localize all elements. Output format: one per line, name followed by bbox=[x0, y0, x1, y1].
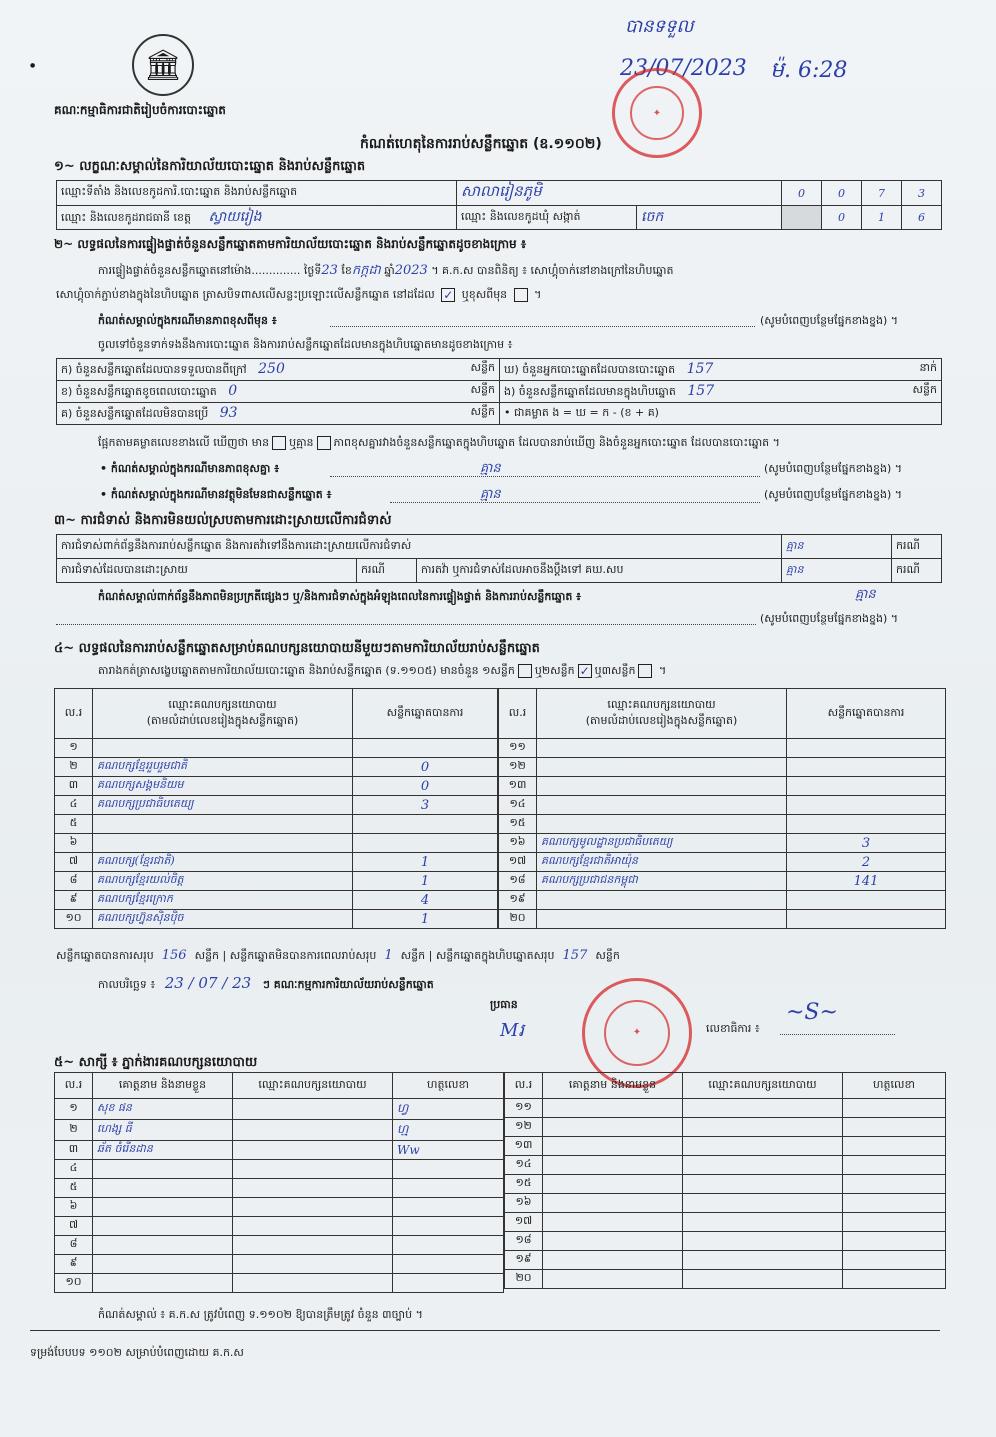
witness-party bbox=[233, 1236, 393, 1255]
left-witness-body bbox=[55, 1099, 504, 1293]
secretary-label: លេខាធិការ ៖ bbox=[706, 1022, 760, 1035]
right-results-body bbox=[499, 739, 946, 929]
party-votes: 2 bbox=[787, 853, 946, 872]
objection-note-value: គ្មាន bbox=[855, 587, 876, 602]
commune-label: ឈ្មោះ និងលេខកូដឃុំ សង្កាត់ bbox=[457, 206, 637, 230]
objection-row2-unit: ករណី bbox=[357, 559, 417, 583]
table-row bbox=[55, 834, 498, 853]
table-row bbox=[499, 815, 946, 834]
seal-check-line: សោហ្គុំចាក់ភ្ជាប់ខាងក្នុងនៃហិបឆ្នោត ត្រាសបិទពាសលើសន្លះប្រឡោះលើសន្លឹកឆ្នោត នៅដដែល ✓ ឬខុសពីមុន ។ bbox=[56, 288, 542, 302]
witness-signature bbox=[843, 1175, 946, 1194]
count-c-value: 93 bbox=[219, 404, 238, 421]
witness-party bbox=[683, 1194, 843, 1213]
count-a-value: 250 bbox=[258, 360, 285, 377]
table-row bbox=[505, 1118, 946, 1137]
note1-value: គ្មាន bbox=[480, 461, 501, 476]
check-time-line: ការផ្ទៀងផ្ទាត់ចំនួនសន្លឹកឆ្នោតនៅម៉ោង.............. ថ្ងៃទី23 ខែកក្កដា ឆ្នាំ2023 ។ គ.ក.ស បានពិនិត្យ ៖ សោហ្គុំចាក់នៅខាងក្រៅនៃហិបឆ្នោត bbox=[98, 263, 674, 278]
table-row bbox=[55, 872, 498, 891]
row-number: ១៣ bbox=[505, 1137, 543, 1156]
table-row bbox=[55, 796, 498, 815]
witness-name bbox=[543, 1099, 683, 1118]
location-label: ឈ្មោះទីតាំង និងលេខកូដការិ.បោះឆ្នោត និងរាប់សន្លឹកឆ្នោត bbox=[57, 181, 457, 206]
witness-signature bbox=[843, 1213, 946, 1232]
note1-line bbox=[330, 476, 760, 477]
party-name: គណបក្ស(ខ្មែរជាតិ) bbox=[93, 853, 353, 872]
row-number: ៥ bbox=[55, 1179, 93, 1198]
location-code-4: 3 bbox=[902, 181, 942, 206]
total-valid: 156 bbox=[161, 948, 187, 963]
witness-signature: ហ្វ bbox=[393, 1099, 504, 1120]
party-votes: 3 bbox=[353, 796, 498, 815]
objections-table bbox=[56, 534, 942, 583]
province-value: ស្វាយរៀង bbox=[208, 209, 262, 225]
witness-signature bbox=[393, 1274, 504, 1293]
total-box: 157 bbox=[562, 948, 588, 963]
party-name bbox=[93, 739, 353, 758]
row-number: ២ bbox=[55, 758, 93, 777]
witness-name bbox=[543, 1232, 683, 1251]
counts-table bbox=[56, 358, 942, 425]
section3-title: ៣~ ការជំទាស់ និងការមិនយល់ស្របតាមការដោះស្រាយលើការជំទាស់ bbox=[54, 513, 392, 528]
party-votes bbox=[787, 815, 946, 834]
party-votes: 4 bbox=[353, 891, 498, 910]
row-number: ១៦ bbox=[505, 1194, 543, 1213]
table-row bbox=[505, 1232, 946, 1251]
witness-signature bbox=[843, 1232, 946, 1251]
count-d-value: 157 bbox=[686, 360, 714, 377]
secretary-signature: ~S~ bbox=[786, 1000, 838, 1025]
witness-col-name-right: គោត្តនាម និងនាមខ្លួន bbox=[543, 1073, 683, 1099]
row-number: ២ bbox=[55, 1120, 93, 1141]
party-votes bbox=[787, 777, 946, 796]
party-votes bbox=[353, 739, 498, 758]
witness-party bbox=[233, 1274, 393, 1293]
counts-intro: ចូលទៅចំនួនទាក់ទងនឹងការបោះឆ្នោត និងការរាប់សន្លឹកឆ្នោតដែលមានក្នុងហិបឆ្នោតមានដូចខាងក្រោម ៖ bbox=[98, 338, 513, 351]
table-row bbox=[55, 1141, 504, 1160]
table-row bbox=[499, 777, 946, 796]
witness-party bbox=[683, 1251, 843, 1270]
witness-table-left bbox=[54, 1072, 504, 1293]
table-row bbox=[55, 910, 498, 929]
unchanged-checkbox[interactable]: ✓ bbox=[443, 288, 454, 302]
party-votes: 141 bbox=[787, 872, 946, 891]
location-code-3: 7 bbox=[862, 181, 902, 206]
table-row bbox=[55, 1120, 504, 1141]
witness-name bbox=[543, 1270, 683, 1289]
party-votes bbox=[353, 834, 498, 853]
table-row bbox=[499, 758, 946, 777]
row-number: ២០ bbox=[499, 910, 537, 929]
col-no-header-right: ល.រ bbox=[499, 689, 537, 739]
row-number: ១១ bbox=[499, 739, 537, 758]
col-no-header: ល.រ bbox=[55, 689, 93, 739]
three-sheet-checkbox[interactable] bbox=[638, 664, 652, 678]
party-votes: 1 bbox=[353, 853, 498, 872]
table-row bbox=[55, 739, 498, 758]
row-number: ៣ bbox=[55, 777, 93, 796]
party-name: គណបក្សហ្វ៊ុនស៊ិនប៉ិច bbox=[93, 910, 353, 929]
row-number: ៨ bbox=[55, 1236, 93, 1255]
witness-signature bbox=[843, 1099, 946, 1118]
count-c: គ) ចំនួនសន្លឹកឆ្នោតដែលមិនបានប្រើ 93 សន្លឹក bbox=[57, 403, 500, 425]
witness-table-right bbox=[504, 1072, 946, 1289]
witness-party bbox=[683, 1099, 843, 1118]
row-number: ៣ bbox=[55, 1141, 93, 1160]
witness-signature: Ww bbox=[393, 1141, 504, 1160]
row-number: ១២ bbox=[499, 758, 537, 777]
dot-mark: ● bbox=[30, 62, 36, 69]
row-number: ១៥ bbox=[505, 1175, 543, 1194]
one-sheet-checkbox[interactable] bbox=[518, 664, 532, 678]
witness-signature: ហ្ម bbox=[393, 1120, 504, 1141]
row-number: ១៨ bbox=[505, 1232, 543, 1251]
row-number: ១ bbox=[55, 739, 93, 758]
table-row bbox=[505, 1137, 946, 1156]
witness-name bbox=[93, 1236, 233, 1255]
table-row bbox=[55, 815, 498, 834]
count-b-value: 0 bbox=[228, 382, 238, 399]
witness-signature bbox=[843, 1194, 946, 1213]
witness-party bbox=[683, 1175, 843, 1194]
witness-signature bbox=[843, 1118, 946, 1137]
party-name: គណបក្សខ្មែរយល់ចិត្ត bbox=[93, 872, 353, 891]
objection-row2-label: ការជំទាស់ដែលបានដោះស្រាយ bbox=[57, 559, 357, 583]
row-number: ១៤ bbox=[505, 1156, 543, 1175]
results-table-left bbox=[54, 688, 498, 929]
has-diff-checkbox[interactable] bbox=[272, 436, 286, 450]
witness-name bbox=[543, 1137, 683, 1156]
row-number: ៩ bbox=[55, 891, 93, 910]
witness-party bbox=[233, 1255, 393, 1274]
row-number: ៧ bbox=[55, 853, 93, 872]
witness-signature bbox=[843, 1137, 946, 1156]
commune-value: ចេក bbox=[637, 206, 782, 230]
check-year: 2023 bbox=[394, 263, 428, 278]
table-row bbox=[55, 891, 498, 910]
diff-note-label: កំណត់សម្គាល់ក្នុងករណីមានភាពខុសពីមុន ៖ bbox=[98, 314, 277, 327]
witness-name: ឆ័ត ចំរើនដាន bbox=[93, 1141, 233, 1160]
footer-divider bbox=[30, 1330, 940, 1331]
totals-line: សន្លឹកឆ្នោតបានការសរុប 156 សន្លឹក | សន្លឹកឆ្នោតមិនបានការពេលរាប់សរុប 1 សន្លឹក | សន្លឹកឆ្នោតក្នុងហិបឆ្នោតសរុប 157 សន្លឹក bbox=[56, 948, 620, 963]
section2-title: ២~ លទ្ធផលនៃការផ្ទៀងផ្ទាត់ចំនួនសន្លឹកឆ្នោតតាមការិយាល័យបោះឆ្នោត និងរាប់សន្លឹកឆ្នោតដូចខាងក្រោម ៖ bbox=[54, 237, 527, 251]
table-row bbox=[55, 758, 498, 777]
diff-note-line bbox=[330, 326, 755, 327]
row-number: ៧ bbox=[55, 1217, 93, 1236]
table-row bbox=[55, 1198, 504, 1217]
objection-row2-value: គ្មាន bbox=[782, 559, 892, 583]
signing-date: 23 / 07 / 23 bbox=[164, 974, 252, 992]
row-number: ១៦ bbox=[499, 834, 537, 853]
witness-signature bbox=[393, 1160, 504, 1179]
objection-row2-unit2: ករណី bbox=[892, 559, 942, 583]
table-row bbox=[55, 777, 498, 796]
witness-name bbox=[93, 1255, 233, 1274]
witness-name bbox=[543, 1175, 683, 1194]
witness-party bbox=[683, 1118, 843, 1137]
table-row bbox=[55, 1217, 504, 1236]
witness-name: ហេង្ស ធី bbox=[93, 1120, 233, 1141]
witness-signature bbox=[843, 1270, 946, 1289]
witness-party bbox=[233, 1179, 393, 1198]
left-results-body bbox=[55, 739, 498, 929]
party-name bbox=[537, 910, 787, 929]
table-row bbox=[55, 1160, 504, 1179]
chair-signature: Mរ bbox=[500, 1020, 525, 1041]
witness-party bbox=[233, 1160, 393, 1179]
witness-name bbox=[543, 1194, 683, 1213]
table-row bbox=[55, 1236, 504, 1255]
row-number: ៤ bbox=[55, 1160, 93, 1179]
right-witness-body bbox=[505, 1099, 946, 1289]
party-name bbox=[537, 777, 787, 796]
party-votes: 0 bbox=[353, 777, 498, 796]
party-votes: 0 bbox=[353, 758, 498, 777]
witness-party bbox=[233, 1099, 393, 1120]
row-number: ៤ bbox=[55, 796, 93, 815]
row-number: ១៤ bbox=[499, 796, 537, 815]
table-row bbox=[55, 1255, 504, 1274]
row-number: ១៧ bbox=[499, 853, 537, 872]
row-number: ១១ bbox=[505, 1099, 543, 1118]
party-name bbox=[537, 796, 787, 815]
row-number: ៨ bbox=[55, 872, 93, 891]
party-votes bbox=[787, 796, 946, 815]
table-row bbox=[499, 834, 946, 853]
no-diff-checkbox[interactable] bbox=[317, 436, 331, 450]
location-code-2: 0 bbox=[822, 181, 862, 206]
row-number: ១៩ bbox=[505, 1251, 543, 1270]
witness-party bbox=[233, 1141, 393, 1160]
commune-code-2: 1 bbox=[862, 206, 902, 230]
table-row bbox=[55, 1274, 504, 1293]
witness-party bbox=[683, 1137, 843, 1156]
official-stamp-bottom: ✦ bbox=[582, 978, 692, 1088]
note1-label: • កំណត់សម្គាល់ក្នុងករណីមានភាពខុសគ្នា ៖ bbox=[100, 462, 280, 475]
row-number: ៦ bbox=[55, 834, 93, 853]
witness-party bbox=[683, 1213, 843, 1232]
party-votes bbox=[787, 910, 946, 929]
witness-signature bbox=[393, 1179, 504, 1198]
witness-name bbox=[93, 1217, 233, 1236]
row-number: ១៥ bbox=[499, 815, 537, 834]
witness-footer-note: កំណត់សម្គាល់ ៖ គ.ក.ស ត្រូវបំពេញ ទ.១១០២ ឱ្យបានត្រឹមត្រូវ ចំនួន ៣ច្បាប់ ។ bbox=[98, 1308, 423, 1321]
objection-note-line bbox=[56, 624, 756, 625]
fill-note-2: (សូមបំពេញបន្ថែមផ្នែកខាងខ្នង) ។ bbox=[764, 462, 903, 475]
party-name: គណបក្សខ្មែររួបរួមជាតិ bbox=[93, 758, 353, 777]
fill-note-1: (សូមបំពេញបន្ថែមផ្នែកខាងខ្នង) ។ bbox=[760, 314, 899, 327]
objection-note-label: កំណត់សម្គាល់ពាក់ព័ន្ធនឹងភាពមិនប្រក្រតីផ្សេងៗ ឬ/និងការជំទាស់ក្នុងអំឡុងពេលនៃការផ្ទៀងផ្ទាត់ និងការរាប់សន្លឹកឆ្នោត ៖ bbox=[98, 590, 582, 603]
witness-name bbox=[93, 1160, 233, 1179]
row-number: ២០ bbox=[505, 1270, 543, 1289]
col-party-header-right: ឈ្មោះគណបក្សនយោបាយ (តាមលំដាប់លេខរៀងក្នុងសន្លឹកឆ្នោត) bbox=[537, 689, 787, 739]
party-name bbox=[537, 739, 787, 758]
witness-col-sign-right: ហត្ថលេខា bbox=[843, 1073, 946, 1099]
witness-signature bbox=[393, 1217, 504, 1236]
party-name: គណបក្សប្រជាជនកម្ពុជា bbox=[537, 872, 787, 891]
count-a: ក) ចំនួនសន្លឹកឆ្នោតដែលបានទទួលបានពីក្រៅ 250 សន្លឹក bbox=[57, 359, 500, 381]
changed-checkbox[interactable] bbox=[514, 288, 528, 302]
official-stamp-top: ✦ bbox=[612, 68, 702, 158]
location-code-1: 0 bbox=[782, 181, 822, 206]
party-name: គណបក្សខ្មែរក្រោក bbox=[93, 891, 353, 910]
row-number: ១ bbox=[55, 1099, 93, 1120]
location-value: សាលារៀនភូមិ bbox=[457, 181, 782, 206]
objection-row1-label: ការជំទាស់ពាក់ព័ន្ធនឹងការរាប់សន្លឹកឆ្នោត និងការតវ៉ាទៅនឹងការដោះស្រាយលើការជំទាស់ bbox=[57, 535, 782, 559]
receipt-label: បានទទួល bbox=[625, 16, 694, 37]
count-e-value: 157 bbox=[687, 382, 715, 399]
party-name: គណបក្សប្រជាធិបតេយ្យ bbox=[93, 796, 353, 815]
row-number: ១៧ bbox=[505, 1213, 543, 1232]
table-row bbox=[505, 1251, 946, 1270]
date-line: កាលបរិច្ឆេទ ៖ 23 / 07 / 23 ៗ គណៈកម្មការការិយាល័យរាប់សន្លឹកឆ្នោត bbox=[98, 974, 434, 992]
witness-party bbox=[233, 1217, 393, 1236]
witness-name bbox=[543, 1213, 683, 1232]
party-votes bbox=[787, 758, 946, 777]
witness-party bbox=[233, 1120, 393, 1141]
witness-name bbox=[93, 1274, 233, 1293]
receipt-date: 23/07/2023 bbox=[620, 56, 747, 81]
witness-name bbox=[543, 1118, 683, 1137]
witness-signature bbox=[843, 1251, 946, 1270]
row-number: ៩ bbox=[55, 1255, 93, 1274]
witness-party bbox=[233, 1198, 393, 1217]
party-votes: 1 bbox=[353, 910, 498, 929]
row-number: ១២ bbox=[505, 1118, 543, 1137]
witness-col-name: គោត្តនាម និងនាមខ្លួន bbox=[93, 1073, 233, 1099]
party-name bbox=[537, 758, 787, 777]
diff-check-line: ផ្អែកតាមគម្លាតលេខខាងលើ ឃើញថា មាន ឬគ្មាន ភាពខុសគ្នារវាងចំនួនសន្លឹកឆ្នោតក្នុងហិបឆ្នោត ដែលបានរាប់ឃើញ និងចំនួនអ្នកបោះឆ្នោត ដែលបានបោះឆ្នោត ។ bbox=[98, 436, 780, 449]
col-votes-header-right: សន្លឹកឆ្នោតបានការ bbox=[787, 689, 946, 739]
section1-table bbox=[56, 180, 942, 230]
total-invalid: 1 bbox=[384, 948, 393, 963]
table-row bbox=[505, 1213, 946, 1232]
witness-party bbox=[683, 1270, 843, 1289]
party-name bbox=[537, 891, 787, 910]
objection-row2-mid: ការតវ៉ា ឬការជំទាស់ដែលអាចនឹងប្ដឹងទៅ គឃ.សប bbox=[417, 559, 782, 583]
province-label: ឈ្មោះ និងលេខកូដរាជធានី ខេត្ត ស្វាយរៀង bbox=[57, 206, 457, 230]
table-row bbox=[499, 739, 946, 758]
section4-title: ៤~ លទ្ធផលនៃការរាប់សន្លឹកឆ្នោតសម្រាប់គណបក្សនយោបាយនីមួយៗតាមការិយាល័យរាប់សន្លឹកឆ្នោត bbox=[54, 641, 540, 656]
table-row bbox=[505, 1156, 946, 1175]
commune-code-3: 6 bbox=[902, 206, 942, 230]
count-formula: • ជាគម្លាត ង = ឃ = ក - (ខ + គ) bbox=[500, 403, 942, 425]
code-blank bbox=[782, 206, 822, 230]
table-row bbox=[499, 910, 946, 929]
note2-value: គ្មាន bbox=[480, 487, 501, 502]
table-row bbox=[499, 853, 946, 872]
secretary-line bbox=[780, 1034, 895, 1035]
party-votes: 3 bbox=[787, 834, 946, 853]
party-name bbox=[93, 834, 353, 853]
table-row bbox=[499, 872, 946, 891]
party-votes bbox=[787, 739, 946, 758]
count-d: ឃ) ចំនួនអ្នកបោះឆ្នោតដែលបានបោះឆ្នោត 157 នាក់ bbox=[500, 359, 942, 381]
org-name: គណៈកម្មាធិការជាតិរៀបចំការបោះឆ្នោត bbox=[54, 103, 226, 117]
objection-row1-value: គ្មាន bbox=[782, 535, 892, 559]
party-name: គណបក្សសង្គមនិយម bbox=[93, 777, 353, 796]
check-day: 23 bbox=[321, 263, 338, 278]
row-number: ៦ bbox=[55, 1198, 93, 1217]
row-number: ៥ bbox=[55, 815, 93, 834]
table-row bbox=[55, 1099, 504, 1120]
summary-sheet-line: តារាងកត់ត្រាសង្ខេបឆ្នោតតាមការិយាល័យបោះឆ្នោត និងរាប់សន្លឹកឆ្នោត (ទ.១១០៥) មានចំនួន ១សន្លឹក ឬ២សន្លឹក ✓ ឬ៣សន្លឹក ។ bbox=[98, 664, 667, 678]
section1-title: ១~ លក្ខណៈសម្គាល់នៃការិយាល័យបោះឆ្នោត និងរាប់សន្លឹកឆ្នោត bbox=[54, 159, 366, 174]
count-e: ង) ចំនួនសន្លឹកឆ្នោតដែលមានក្នុងហិបឆ្នោត 157 សន្លឹក bbox=[500, 381, 942, 403]
party-name: គណបក្សមូលដ្ឋានប្រជាធិបតេយ្យ bbox=[537, 834, 787, 853]
table-row bbox=[55, 1179, 504, 1198]
chair-label: ប្រធាន bbox=[490, 998, 518, 1011]
form-title: កំណត់ហេតុនៃការរាប់សន្លឹកឆ្នោត (ឧ.១១០២) bbox=[360, 136, 602, 152]
party-name bbox=[93, 815, 353, 834]
count-b: ខ) ចំនួនសន្លឹកឆ្នោតខូចពេលបោះឆ្នោត 0 សន្លឹក bbox=[57, 381, 500, 403]
angkor-emblem-icon: 🏛 bbox=[132, 34, 194, 96]
witness-signature bbox=[393, 1236, 504, 1255]
witness-signature bbox=[843, 1156, 946, 1175]
witness-name bbox=[543, 1251, 683, 1270]
witness-col-party: ឈ្មោះគណបក្សនយោបាយ bbox=[233, 1073, 393, 1099]
witness-signature bbox=[393, 1255, 504, 1274]
witness-name bbox=[93, 1198, 233, 1217]
table-row bbox=[505, 1194, 946, 1213]
results-table-right bbox=[498, 688, 946, 929]
witness-name bbox=[93, 1179, 233, 1198]
row-number: ១០ bbox=[55, 910, 93, 929]
two-sheet-checkbox[interactable]: ✓ bbox=[579, 664, 590, 678]
table-row bbox=[55, 853, 498, 872]
party-name bbox=[537, 815, 787, 834]
witness-col-sign: ហត្ថលេខា bbox=[393, 1073, 504, 1099]
table-row bbox=[505, 1270, 946, 1289]
section5-title: ៥~ សាក្សី ៖ ភ្នាក់ងារគណបក្សនយោបាយ bbox=[54, 1055, 258, 1070]
col-votes-header: សន្លឹកឆ្នោតបានការ bbox=[353, 689, 498, 739]
witness-col-no-right: ល.រ bbox=[505, 1073, 543, 1099]
witness-party bbox=[683, 1156, 843, 1175]
party-votes: 1 bbox=[353, 872, 498, 891]
row-number: ១៨ bbox=[499, 872, 537, 891]
row-number: ១៣ bbox=[499, 777, 537, 796]
objection-row1-unit: ករណី bbox=[892, 535, 942, 559]
row-number: ១៩ bbox=[499, 891, 537, 910]
witness-party bbox=[683, 1232, 843, 1251]
table-row bbox=[499, 796, 946, 815]
col-party-header: ឈ្មោះគណបក្សនយោបាយ (តាមលំដាប់លេខរៀងក្នុងសន្លឹកឆ្នោត) bbox=[93, 689, 353, 739]
note2-label: • កំណត់សម្គាល់ក្នុងករណីមានវត្ថុមិនមែនជាសន្លឹកឆ្នោត ៖ bbox=[100, 488, 332, 501]
check-month: កក្កដា bbox=[351, 263, 381, 278]
table-row bbox=[505, 1175, 946, 1194]
note2-line bbox=[390, 502, 760, 503]
commune-code-1: 0 bbox=[822, 206, 862, 230]
witness-name bbox=[543, 1156, 683, 1175]
receipt-time: ម៉. 6:28 bbox=[770, 58, 848, 83]
party-votes bbox=[353, 815, 498, 834]
fill-note-3: (សូមបំពេញបន្ថែមផ្នែកខាងខ្នង) ។ bbox=[764, 488, 903, 501]
row-number: ១០ bbox=[55, 1274, 93, 1293]
witness-name: សុខ ផន bbox=[93, 1099, 233, 1120]
party-votes bbox=[787, 891, 946, 910]
footer-text: ទម្រង់បែបបទ ១១០២ សម្រាប់បំពេញដោយ គ.ក.ស bbox=[30, 1346, 244, 1359]
witness-col-party-right: ឈ្មោះគណបក្សនយោបាយ bbox=[683, 1073, 843, 1099]
table-row bbox=[499, 891, 946, 910]
party-name: គណបក្សខ្មែរជាតិអាយ៉ុន bbox=[537, 853, 787, 872]
witness-signature bbox=[393, 1198, 504, 1217]
fill-note-4: (សូមបំពេញបន្ថែមផ្នែកខាងខ្នង) ។ bbox=[760, 612, 899, 625]
table-row bbox=[505, 1099, 946, 1118]
witness-col-no: ល.រ bbox=[55, 1073, 93, 1099]
